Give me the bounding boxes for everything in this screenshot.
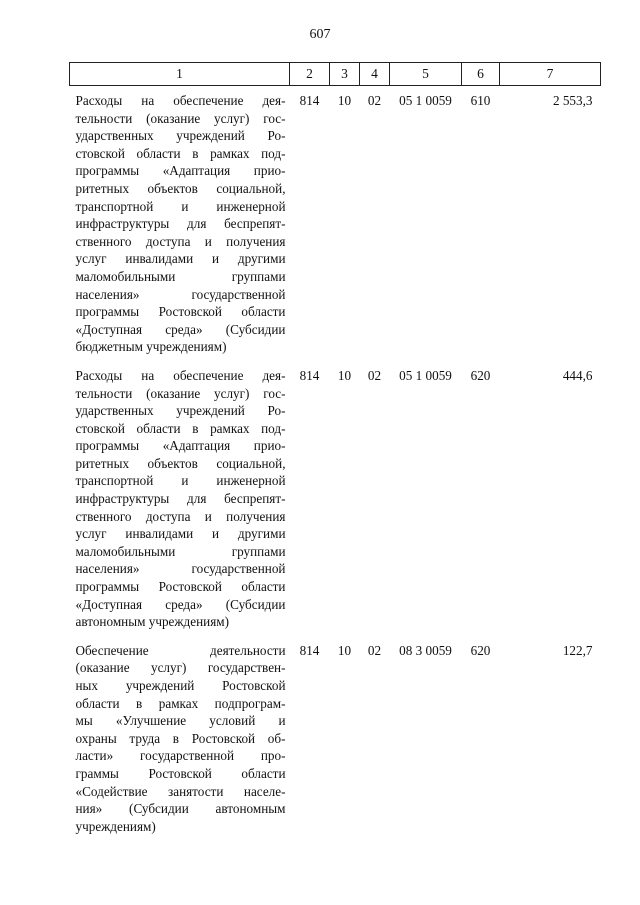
- description-line: мы «Улучшение условий и: [75, 713, 286, 729]
- header-col-3: 3: [330, 63, 360, 86]
- header-col-5: 5: [390, 63, 462, 86]
- description-line: инфраструктуры для беспрепят-: [75, 491, 286, 507]
- expense-type-code: 620: [470, 367, 491, 383]
- description-line: ритетных объектов социальной,: [75, 180, 286, 196]
- description-line: ственного доступа и получения: [75, 233, 286, 249]
- page-number: 607: [309, 27, 331, 42]
- target-article-code: 05 1 0059: [399, 93, 452, 108]
- section-code: 10: [337, 93, 352, 108]
- description-line: ния» (Субсидии автономным: [75, 801, 286, 817]
- header-row: [70, 63, 601, 86]
- header-col-2: 2: [290, 63, 330, 86]
- description-line: транспортной и инженерной: [75, 198, 286, 214]
- description-line: стовской области в рамках под-: [75, 145, 286, 161]
- description-line: программы Ростовской области: [75, 304, 286, 320]
- description-line: услуг инвалидами и другими: [75, 526, 286, 542]
- header-col-6: 6: [462, 63, 500, 86]
- amount-cell: 2 553,3: [552, 93, 593, 108]
- description-line: ударственных учреждений Ро-: [75, 128, 286, 144]
- description-line: ственного доступа и получения: [75, 508, 286, 524]
- section-code: 10: [337, 367, 352, 383]
- header-col-7: 7: [500, 63, 601, 86]
- description-line: ритетных объектов социальной,: [75, 455, 286, 471]
- description-line: учреждениям): [75, 818, 156, 834]
- expense-type-code: 620: [470, 642, 491, 658]
- description-line: ударственных учреждений Ро-: [75, 403, 286, 419]
- row-description: [70, 86, 290, 356]
- description-line: «Доступная среда» (Субсидии: [75, 596, 286, 612]
- description-line: населения» государственной: [75, 286, 286, 302]
- row-description: [70, 356, 290, 631]
- description-line: тельности (оказание услуг) гос-: [75, 110, 286, 126]
- description-line: программы «Адаптация прио-: [75, 163, 286, 179]
- description-line: тельности (оказание услуг) гос-: [75, 385, 286, 401]
- description-line: маломобильными группами: [75, 268, 286, 284]
- section-code: 10: [337, 642, 352, 658]
- subsection-code: 02: [367, 367, 382, 383]
- description-line: бюджетным учреждениям): [75, 339, 227, 355]
- description-line: ных учреждений Ростовской: [75, 678, 286, 693]
- description-line: ласти» государственной про-: [75, 748, 286, 764]
- table-row: [70, 631, 601, 836]
- description-line: населения» государственной: [75, 561, 286, 577]
- header-col-4: 4: [360, 63, 390, 86]
- table-row: [70, 86, 601, 356]
- description-line: Обеспечение деятельности: [75, 642, 286, 658]
- amount-cell: 122,7: [562, 642, 593, 658]
- description-line: программы Ростовской области: [75, 579, 286, 595]
- description-line: охраны труда в Ростовской об-: [75, 730, 286, 746]
- description-line: «Доступная среда» (Субсидии: [75, 321, 286, 337]
- description-line: маломобильными группами: [75, 543, 286, 559]
- description-line: «Содействие занятости населе-: [75, 783, 286, 799]
- header-col-1: 1: [70, 63, 290, 86]
- row-description: [70, 631, 290, 836]
- subsection-code: 02: [367, 93, 382, 108]
- description-line: услуг инвалидами и другими: [75, 251, 286, 267]
- description-line: инфраструктуры для беспрепят-: [75, 216, 286, 232]
- description-line: области в рамках подпрограм-: [75, 695, 286, 711]
- description-line: граммы Ростовской области: [75, 765, 286, 781]
- ministry-code: 814: [299, 642, 320, 658]
- amount-cell: 444,6: [562, 367, 593, 383]
- description-line: (оказание услуг) государствен-: [75, 660, 286, 676]
- description-line: стовской области в рамках под-: [75, 420, 286, 436]
- target-article-code: 08 3 0059: [399, 642, 452, 658]
- expense-type-code: 610: [470, 93, 491, 108]
- target-article-code: 05 1 0059: [399, 367, 452, 383]
- description-line: Расходы на обеспечение дея-: [75, 367, 286, 383]
- ministry-code: 814: [299, 367, 320, 383]
- description-line: транспортной и инженерной: [75, 473, 286, 489]
- description-line: программы «Адаптация прио-: [75, 438, 286, 454]
- description-line: Расходы на обеспечение дея-: [75, 93, 286, 108]
- budget-table: [69, 62, 601, 835]
- subsection-code: 02: [367, 642, 382, 658]
- ministry-code: 814: [299, 93, 320, 108]
- table-row: [70, 356, 601, 631]
- description-line: автономным учреждениям): [75, 614, 230, 630]
